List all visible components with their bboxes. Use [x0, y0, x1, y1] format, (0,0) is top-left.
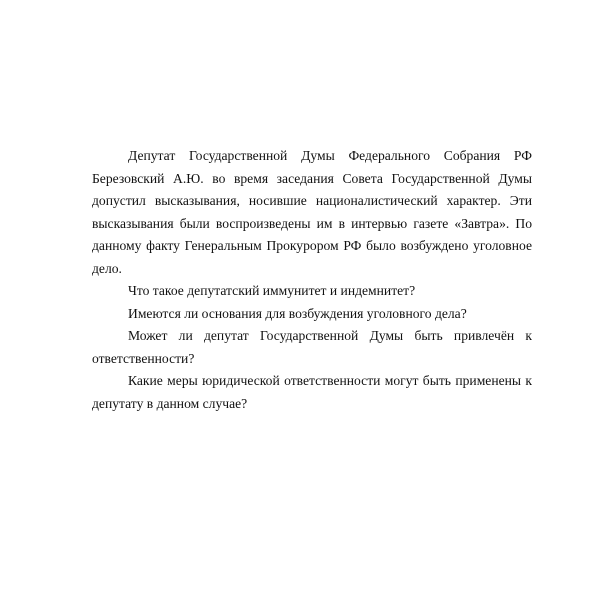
text-line: Что такое депутатский иммунитет и индемнитет? [128, 283, 416, 298]
text-line: Березовский А.Ю. во время заседания Совета Государственной Думы [92, 170, 532, 186]
text-line: допустил высказывания, носившие националистический характер. Эти [92, 193, 532, 208]
text-line: данному факту Генеральным Прокурором РФ было возбуждено уголовное [92, 238, 532, 253]
question-3 [92, 325, 532, 370]
text-line: высказывания были воспроизведены им в интервью газете «Завтра». По [92, 215, 532, 231]
document-body [92, 145, 532, 415]
paragraph-case [92, 145, 532, 280]
text-line: Имеются ли основания для возбуждения уголовного дела? [128, 305, 467, 321]
question-4 [92, 370, 532, 415]
text-line: Депутат Государственной Думы Федерального Собрания РФ [128, 148, 532, 163]
text-line: депутату в данном случае? [92, 395, 248, 411]
question-2 [92, 303, 532, 326]
text-line: Может ли депутат Государственной Думы быть привлечён к [128, 328, 532, 343]
text-line: ответственности? [92, 350, 195, 366]
text-line: Какие меры юридической ответственности могут быть применены к [128, 373, 532, 388]
question-1 [92, 280, 532, 303]
text-line: дело. [92, 260, 122, 276]
